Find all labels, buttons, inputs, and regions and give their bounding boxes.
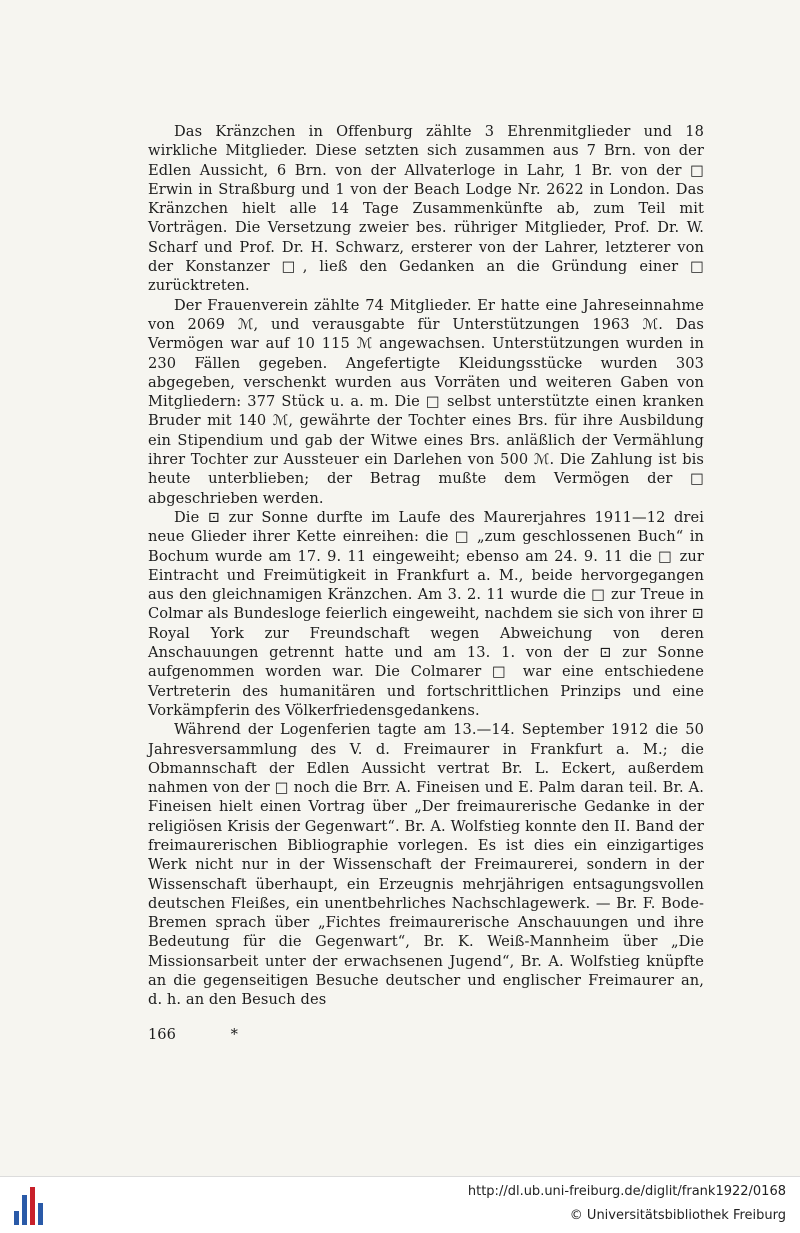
- paragraph-jahresversammlung: Während der Logenferien tagte am 13.—14. September 1912 die 50 Jahresversammlung des V. d. Freimaurer in Frankfurt a. M.; die Obmannschaft der Edlen Aussicht vertrat Br. L. Eckert, außerdem nahmen von der □ noch die Brr. A. Fineisen und E. Palm daran teil. Br. A. Fineisen hielt einen Vortrag über „Der freimaurerische Gedanke in der religiösen Krisis der Gegenwart“. Br. A. Wolfstieg konnte den II. Band der freimaurerischen Bibliographie vorlegen. Es ist dies ein einzigartiges Werk nicht nur in der Wissenschaft der Freimaurerei, sondern in der Wissenschaft überhaupt, ein Erzeugnis mehrjährigen entsagungsvollen deutschen Fleißes, ein unentbehrliches Nachschlagewerk. — Br. F. Bode-Bremen sprach über „Fichtes freimaurerische Anschauungen und ihre Bedeutung für die Gegenwart“, Br. K. Weiß-Mannheim über „Die Missionsarbeit unter der erwachsenen Jugend“, Br. A. Wolfstieg knüpfte an die gegenseitigen Besuche deutscher und englischer Freimaurer an, d. h. an den Besuch des: [148, 721, 704, 1009]
- paragraph-frauenverein: Der Frauenverein zählte 74 Mitglieder. Er hatte eine Jahreseinnahme von 2069 ℳ, und verausgabte für Unterstützungen 1963 ℳ. Das Vermögen war auf 10 115 ℳ angewachsen. Unterstützungen wurden in 230 Fällen gegeben. Angefertigte Kleidungsstücke wurden 303 abgegeben, verschenkt wurden aus Vorräten und weiteren Gaben von Mitgliedern: 377 Stück u. a. m. Die □ selbst unterstützte einen kranken Bruder mit 140 ℳ, gewährte der Tochter eines Brs. für ihre Ausbildung ein Stipendium und gab der Witwe eines Brs. anläßlich der Vermählung ihrer Tochter zur Aussteuer ein Darlehen von 500 ℳ. Die Zahlung ist bis heute unterblieben; der Betrag mußte dem Vermögen der □ abgeschrieben werden.: [148, 296, 704, 507]
- signature-mark: *: [230, 1026, 238, 1043]
- body-text: [148, 122, 704, 1010]
- viewer-footer-bar: [0, 1176, 800, 1233]
- page-number: 166: [148, 1026, 176, 1043]
- permalink-url[interactable]: http://dl.ub.uni-freiburg.de/diglit/frank1922/0168: [467, 1184, 786, 1199]
- paragraph-kraenzchen: Das Kränzchen in Offenburg zählte 3 Ehrenmitglieder und 18 wirkliche Mitglieder. Diese setzten sich zusammen aus 7 Brn. von der Edlen Aussicht, 6 Brn. von der Allvaterloge in Lahr, 1 Br. von der □ Erwin in Straßburg und 1 von der Beach Lodge Nr. 2622 in London. Das Kränzchen hielt alle 14 Tage Zusammenkünfte ab, zum Teil mit Vorträgen. Die Versetzung zweier bes. rühriger Mitglieder, Prof. Dr. W. Scharf und Prof. Dr. H. Schwarz, ersterer von der Lahrer, letzterer von der Konstanzer □, ließ den Gedanken an die Gründung einer □ zurücktreten.: [148, 123, 704, 295]
- page-footer: [148, 1026, 448, 1043]
- copyright-notice: © Universitätsbibliothek Freiburg: [569, 1208, 786, 1223]
- paragraph-loge-sonne: Die ⊡ zur Sonne durfte im Laufe des Maurerjahres 1911—12 drei neue Glieder ihrer Kette einreihen: die □ „zum geschlossenen Buch“ in Bochum wurde am 17. 9. 11 eingeweiht; ebenso am 24. 9. 11 die □ zur Eintracht und Freimütigkeit in Frankfurt a. M., beide hervorgegangen aus den gleichnamigen Kränzchen. Am 3. 2. 11 wurde die □ zur Treue in Colmar als Bundesloge feierlich eingeweiht, nachdem sie sich von ihrer ⊡ Royal York zur Freundschaft wegen Abweichung von deren Anschauungen getrennt hatte und am 13. 1. von der ⊡ zur Sonne aufgenommen worden war. Die Colmarer □ war eine entschiedene Vertreterin des humanitären und fortschrittlichen Prinzips und eine Vorkämpferin des Völkerfriedensgedankens.: [148, 508, 704, 719]
- ub-freiburg-logo-icon: [14, 1187, 48, 1225]
